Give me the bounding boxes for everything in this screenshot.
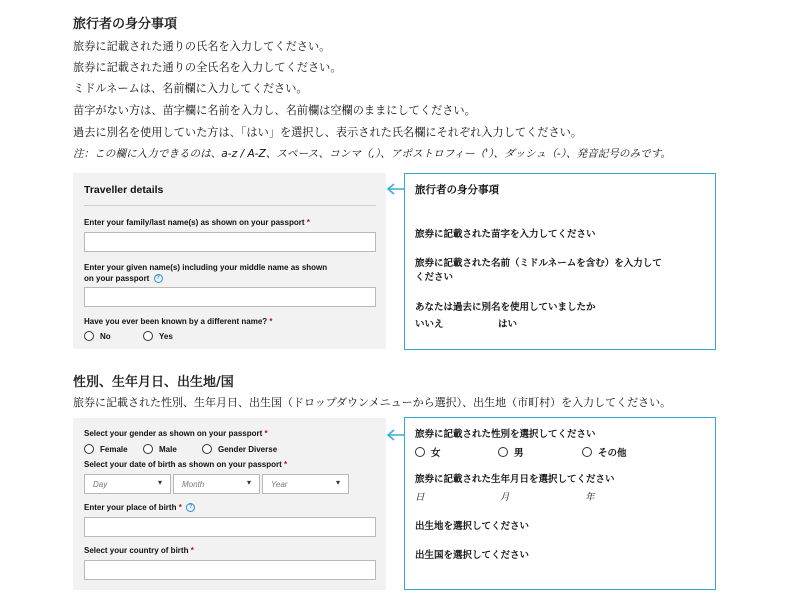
dob-year-select[interactable]: Year ▾	[262, 474, 349, 494]
required-mark: *	[284, 460, 288, 469]
radio-icon[interactable]	[84, 331, 94, 341]
required-mark: *	[269, 317, 273, 326]
translation-country: 出生国を選択してください	[415, 550, 530, 561]
translation-family: 旅券に記載された苗字を入力してください	[415, 229, 596, 240]
translation-year: 年	[585, 492, 595, 503]
family-name-label: Enter your family/last name(s) as shown on your passport *	[84, 218, 310, 227]
section1-heading: 旅行者の身分事項	[73, 17, 178, 32]
gender-label: Select your gender as shown on your passport *	[84, 429, 268, 438]
instruction-note: 注：この欄に入力できるのは、a-z / A-Z、スペース、コンマ（,）、アポストロフィー（'）、ダッシュ（-）、発音記号のみです。	[73, 148, 672, 160]
required-mark: *	[178, 503, 182, 512]
country-of-birth-label: Select your country of birth *	[84, 546, 194, 555]
arrow-left-icon	[386, 183, 406, 195]
help-icon[interactable]: ?	[154, 274, 163, 283]
caret-down-icon: ▾	[157, 478, 162, 487]
country-of-birth-select[interactable]	[84, 560, 376, 580]
instruction-line-1: 旅券に記載された通りの氏名を入力してください。	[73, 40, 331, 53]
translation-place: 出生地を選択してください	[415, 521, 530, 532]
caret-down-icon: ▾	[335, 478, 340, 487]
radio-icon[interactable]	[202, 444, 212, 454]
translation-yes: はい	[498, 319, 518, 330]
translation-title: 旅行者の身分事項	[415, 184, 499, 196]
alias-yes-option[interactable]: Yes	[143, 331, 173, 341]
translation-male: 男	[498, 445, 524, 459]
section2-instruction: 旅券に記載された性別、生年月日、出生国（ドロップダウンメニューから選択）、出生地（市町村）を入力してください。	[73, 396, 672, 409]
translation-other: その他	[582, 445, 627, 459]
place-of-birth-label: Enter your place of birth * ?	[84, 502, 195, 513]
translation-no: いいえ	[415, 319, 444, 330]
translation-dob: 旅券に記載された生年月日を選択してください	[415, 474, 615, 485]
instruction-line-2: 旅券に記載された通りの全氏名を入力してください。	[73, 61, 342, 74]
translation-day: 日	[415, 492, 425, 503]
gender-diverse-option[interactable]: Gender Diverse	[202, 444, 277, 454]
translation-given-1: 旅券に記載された名前（ミドルネームを含む）を入力して	[415, 258, 662, 269]
help-icon[interactable]: ?	[186, 503, 195, 512]
section2-heading: 性別、生年月日、出生地/国	[73, 375, 234, 390]
translation-alias: あなたは過去に別名を使用していましたか	[415, 302, 596, 313]
dob-month-select[interactable]: Month ▾	[173, 474, 260, 494]
translation-gender: 旅券に記載された性別を選択してください	[415, 429, 596, 440]
radio-icon	[415, 447, 425, 457]
alias-label: Have you ever been known by a different name? *	[84, 317, 273, 326]
gender-male-option[interactable]: Male	[143, 444, 177, 454]
gender-female-option[interactable]: Female	[84, 444, 128, 454]
caret-down-icon: ▾	[246, 478, 251, 487]
given-name-label: Enter your given name(s) including your middle name as shown on your passport ?	[84, 263, 328, 283]
translation-female: 女	[415, 445, 441, 459]
translation-box-2	[404, 417, 716, 590]
given-name-input[interactable]	[84, 287, 376, 307]
instruction-line-3: ミドルネームは、名前欄に入力してください。	[73, 82, 308, 95]
required-mark: *	[190, 546, 194, 555]
instruction-line-5: 過去に別名を使用していた方は、「はい」を選択し、表示された氏名欄にそれぞれ入力してください。	[73, 126, 583, 139]
required-mark: *	[306, 218, 310, 227]
translation-given-2: ください	[415, 272, 454, 283]
traveller-details-title: Traveller details	[84, 184, 164, 196]
family-name-input[interactable]	[84, 232, 376, 252]
arrow-left-icon	[386, 429, 406, 441]
required-mark: *	[264, 429, 268, 438]
translation-month: 月	[500, 492, 510, 503]
dob-day-select[interactable]: Day ▾	[84, 474, 171, 494]
dob-label: Select your date of birth as shown on your passport *	[84, 460, 288, 469]
alias-no-option[interactable]: No	[84, 331, 111, 341]
radio-icon[interactable]	[143, 331, 153, 341]
radio-icon[interactable]	[84, 444, 94, 454]
place-of-birth-input[interactable]	[84, 517, 376, 537]
radio-icon[interactable]	[143, 444, 153, 454]
radio-icon	[582, 447, 592, 457]
instruction-line-4: 苗字がない方は、苗字欄に名前を入力し、名前欄は空欄のままにしてください。	[73, 104, 476, 117]
radio-icon	[498, 447, 508, 457]
panel-divider	[84, 205, 376, 206]
